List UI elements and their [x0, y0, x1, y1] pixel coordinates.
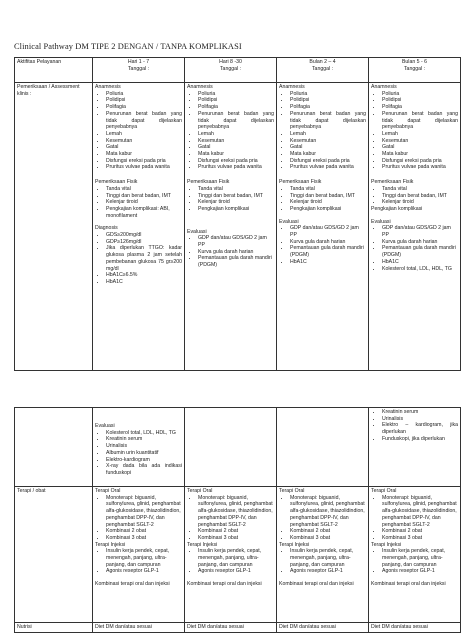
oral-label: Terapi Oral	[279, 488, 305, 494]
pathway-table-page2	[14, 407, 461, 633]
list-item: • Penurunan berat badan yang tidak dapat dijelaskan penyebabnya	[382, 111, 458, 131]
col4-eval-cont-list	[371, 409, 458, 443]
col4-anamnesis-label: Anamnesis	[371, 84, 397, 90]
col3-fisik-list	[279, 186, 366, 213]
list-item: • Mata kabur	[290, 151, 366, 158]
list-item: • Polifagia	[290, 104, 366, 111]
col4-eval-label: Evaluasi	[371, 218, 391, 225]
list-item: • Pruritus vulvae pada wanita	[106, 164, 182, 171]
col2-eval-list	[187, 235, 274, 269]
oral-list	[371, 495, 458, 542]
list-item: • Agonis reseptor GLP-1	[198, 568, 274, 575]
oral-list	[187, 495, 274, 542]
list-item: • Kurva gula darah harian	[198, 249, 274, 256]
list-item: • Gatal	[290, 144, 366, 151]
col4-eval-list	[371, 225, 458, 272]
list-item: • GDP dan/atau GDS/GD 2 jam PP	[382, 225, 458, 238]
list-item: • Kolesterol total, LDL, HDL, TG	[382, 266, 458, 273]
nutrition-row	[15, 623, 461, 633]
nutrition-label: Nutrisi	[15, 623, 93, 633]
col4-eval-cont-cell	[369, 408, 461, 487]
list-item: • Urinalisis	[106, 443, 182, 450]
list-item: • Monoterapi: biguanid, sulfonylurea, glinid, penghambat alfa-glukosidase, thiazolidindion, penghambat DPP-IV, dan penghambat SGLT-2	[198, 495, 274, 529]
header-row	[15, 58, 461, 83]
list-item: • Jika diperlukan TTGO: kadar glukosa plasma 2 jam setelah pembebanan glukosa 75 gr≥200 mg/dl	[106, 245, 182, 272]
list-item: • Tinggi dan berat badan, IMT	[290, 193, 366, 200]
eval-cont-label	[15, 408, 93, 487]
list-item: • Kombinasi 2 obat	[382, 528, 458, 535]
list-item: • Polidipsi	[106, 97, 182, 104]
pathway-table-page1	[14, 57, 461, 371]
combo-label: Kombinasi terapi oral dan injeksi	[187, 581, 262, 588]
list-item: • HbA1C	[382, 259, 458, 266]
list-item: • Poliuria	[198, 91, 274, 98]
oral-label: Terapi Oral	[371, 488, 397, 494]
list-item: • GDP dan/atau GDS/GD 2 jam PP	[198, 235, 274, 248]
col2-fisik-label: Pemeriksaan Fisik	[187, 179, 230, 186]
list-item: • Polidipsi	[382, 97, 458, 104]
evaluation-continued-row	[15, 408, 461, 487]
therapy-row	[15, 487, 461, 623]
combo-label: Kombinasi terapi oral dan injeksi	[371, 581, 446, 588]
list-item: • Mata kabur	[106, 151, 182, 158]
list-item: • Kreatinin serum	[382, 409, 458, 416]
list-item: • Elektro-kardiogram	[106, 457, 182, 464]
header-day-2: Hari 8 -30 Tanggal :	[185, 58, 277, 83]
col1-eval-list	[95, 430, 182, 477]
list-item: • Kesemutan	[198, 138, 274, 145]
col4-anamnesis-list	[371, 91, 458, 171]
list-item: • Gatal	[382, 144, 458, 151]
list-item: • Elektro – kardiogram, jika diperlukan	[382, 422, 458, 435]
therapy-label: Terapi / obat	[15, 487, 93, 623]
col2-eval-label: Evaluasi	[187, 228, 207, 235]
list-item: • Pemantauan gula darah mandiri (PDGM)	[198, 255, 274, 268]
list-item: • Kelenjar tiroid	[382, 199, 458, 206]
list-item: • Kombinasi 3 obat	[198, 535, 274, 542]
list-item: • Lemah	[198, 131, 274, 138]
therapy-col2-cell	[185, 487, 277, 623]
list-item: • Kreatinin serum	[106, 436, 182, 443]
list-item: • Kesemutan	[382, 138, 458, 145]
nutrition-col2: Diet DM dan/atau sesuai	[185, 623, 277, 633]
list-item: • Tanda vital	[198, 186, 274, 193]
list-item: • Monoterapi: biguanid, sulfonylurea, glinid, penghambat alfa-glukosidase, thiazolidindion, penghambat DPP-IV, dan penghambat SGLT-2	[106, 495, 182, 529]
list-item: • GDS≥200mg/dl	[106, 232, 182, 239]
list-item: • HbA1C	[106, 279, 182, 286]
list-item: • Lemah	[106, 131, 182, 138]
oral-list	[279, 495, 366, 542]
therapy-col1-cell	[93, 487, 185, 623]
nutrition-col4: Diet DM dan/atau sesuai	[369, 623, 461, 633]
injection-list	[95, 548, 182, 575]
list-item: • X-ray dada bila ada indikasi funduskopi	[106, 463, 182, 476]
list-item: • Insulin kerja pendek, cepat, menengah, panjang, ultra-panjang, dan campuran	[290, 548, 366, 568]
list-item: • Kesemutan	[106, 138, 182, 145]
assessment-label: Pemeriksaan / Assessment klinis :	[15, 83, 93, 371]
col2-anamnesis-label: Anamnesis	[187, 84, 213, 90]
list-item: • Agonis reseptor GLP-1	[290, 568, 366, 575]
oral-label: Terapi Oral	[187, 488, 213, 494]
col3-anamnesis-list	[279, 91, 366, 171]
list-item: • Pruritus vulvae pada wanita	[382, 164, 458, 171]
list-item: • Disfungsi ereksi pada pria	[382, 158, 458, 165]
list-item: • Pengkajian komplikasi	[290, 206, 366, 213]
list-item: • Poliuria	[382, 91, 458, 98]
col4-fisik-list	[371, 186, 458, 206]
list-item: • Kolesterol total, LDL, HDL, TG	[106, 430, 182, 437]
list-item: • Pemantauan gula darah mandiri (PDGM)	[382, 245, 458, 258]
col2-anamnesis-list	[187, 91, 274, 171]
list-item: • Funduskopi, jika diperlukan	[382, 436, 458, 443]
list-item: • Tinggi dan berat badan, IMT	[106, 193, 182, 200]
injection-label: Terapi Injeksi	[279, 541, 310, 548]
list-item: • Poliuria	[106, 91, 182, 98]
nutrition-col1: Diet DM dan/atau sesuai	[93, 623, 185, 633]
col1-fisik-list	[95, 186, 182, 220]
header-day-3: Bulan 2 – 4 Tanggal :	[277, 58, 369, 83]
col3-fisik-label: Pemeriksaan Fisik	[279, 179, 322, 186]
list-item: • Kombinasi 3 obat	[382, 535, 458, 542]
col1-cell	[93, 83, 185, 371]
list-item: • Polifagia	[198, 104, 274, 111]
list-item: • Pengkajian komplikasi	[198, 206, 274, 213]
list-item: • Pengkajian komplikasi: ABI, monofilament	[106, 206, 182, 219]
list-item: • Agonis reseptor GLP-1	[382, 568, 458, 575]
therapy-col3-cell	[277, 487, 369, 623]
col3-cell	[277, 83, 369, 371]
list-item: • Tanda vital	[106, 186, 182, 193]
col4-cell	[369, 83, 461, 371]
list-item: • Kelenjar tiroid	[290, 199, 366, 206]
list-item: • Penurunan berat badan yang tidak dapat dijelaskan penyebabnya	[198, 111, 274, 131]
col1-fisik-label: Pemeriksaan Fisik	[95, 179, 138, 186]
col3-eval-label: Evaluasi	[279, 218, 299, 225]
list-item: • Lemah	[290, 131, 366, 138]
list-item: • Gatal	[198, 144, 274, 151]
list-item: • Pruritus vulvae pada wanita	[198, 164, 274, 171]
list-item: • Insulin kerja pendek, cepat, menengah, panjang, ultra-panjang, dan campuran	[106, 548, 182, 568]
assessment-row	[15, 83, 461, 371]
list-item: • Kelenjar tiroid	[198, 199, 274, 206]
col4-fisik-extra: Pengkajian komplikasi	[371, 205, 423, 212]
list-item: • Mata kabur	[382, 151, 458, 158]
col1-eval-cell	[93, 408, 185, 487]
oral-list	[95, 495, 182, 542]
list-item: • Kombinasi 3 obat	[106, 535, 182, 542]
list-item: • HbA1C≥6.5%	[106, 272, 182, 279]
combo-label: Kombinasi terapi oral dan injeksi	[95, 581, 170, 588]
list-item: • Insulin kerja pendek, cepat, menengah, panjang, ultra-panjang, dan campuran	[198, 548, 274, 568]
list-item: • Tanda vital	[290, 186, 366, 193]
list-item: • Kelenjar tiroid	[106, 199, 182, 206]
list-item: • Polifagia	[382, 104, 458, 111]
list-item: • Kurva gula darah harian	[382, 239, 458, 246]
list-item: • Albumin urin kuantitatif	[106, 450, 182, 457]
oral-label: Terapi Oral	[95, 488, 121, 494]
col3-eval-list	[279, 225, 366, 265]
list-item: • GDP dan/atau GDS/GD 2 jam PP	[290, 225, 366, 238]
col2-cell	[185, 83, 277, 371]
list-item: • GDP≥126mg/dl	[106, 239, 182, 246]
list-item: • Mata kabur	[198, 151, 274, 158]
combo-label: Kombinasi terapi oral dan injeksi	[279, 581, 354, 588]
list-item: • Monoterapi: biguanid, sulfonylurea, glinid, penghambat alfa-glukosidase, thiazolidindion, penghambat DPP-IV, dan penghambat SGLT-2	[290, 495, 366, 529]
list-item: • Kombinasi 2 obat	[290, 528, 366, 535]
injection-list	[279, 548, 366, 575]
injection-list	[371, 548, 458, 575]
list-item: • Tanda vital	[382, 186, 458, 193]
list-item: • Disfungsi ereksi pada pria	[290, 158, 366, 165]
list-item: • Pruritus vulvae pada wanita	[290, 164, 366, 171]
therapy-col4-cell	[369, 487, 461, 623]
col1-anamnesis-list	[95, 91, 182, 171]
list-item: • Disfungsi ereksi pada pria	[198, 158, 274, 165]
col2-fisik-list	[187, 186, 274, 213]
nutrition-col3: Diet DM dan/atau sesuai	[277, 623, 369, 633]
list-item: • Penurunan berat badan yang tidak dapat dijelaskan penyebabnya	[290, 111, 366, 131]
list-item: • Polifagia	[106, 104, 182, 111]
list-item: • Urinalisis	[382, 416, 458, 423]
injection-label: Terapi Injeksi	[187, 541, 218, 548]
list-item: • Pemantauan gula darah mandiri (PDGM)	[290, 245, 366, 258]
list-item: • Monoterapi: biguanid, sulfonylurea, glinid, penghambat alfa-glukosidase, thiazolidindion, penghambat DPP-IV, dan penghambat SGLT-2	[382, 495, 458, 529]
list-item: • Insulin kerja pendek, cepat, menengah, panjang, ultra-panjang, dan campuran	[382, 548, 458, 568]
list-item: • Kombinasi 2 obat	[198, 528, 274, 535]
header-activity: Aktifitas Pelayanan	[15, 58, 93, 83]
list-item: • Kesemutan	[290, 138, 366, 145]
list-item: • Polidipsi	[290, 97, 366, 104]
header-day-1: Hari 1 - 7 Tanggal :	[93, 58, 185, 83]
document-title: Clinical Pathway DM TIPE 2 DENGAN / TANPA KOMPLIKASI	[14, 42, 242, 51]
list-item: • Gatal	[106, 144, 182, 151]
list-item: • Lemah	[382, 131, 458, 138]
list-item: • Penurunan berat badan yang tidak dapat dijelaskan penyebabnya	[106, 111, 182, 131]
list-item: • Poliuria	[290, 91, 366, 98]
list-item: • HbA1C	[290, 259, 366, 266]
injection-label: Terapi Injeksi	[371, 541, 402, 548]
list-item: • Kurva gula darah harian	[290, 239, 366, 246]
col3-anamnesis-label: Anamnesis	[279, 84, 305, 90]
col4-fisik-label: Pemeriksaan Fisik	[371, 179, 414, 186]
list-item: • Kombinasi 2 obat	[106, 528, 182, 535]
col2-eval-cont-cell	[185, 408, 277, 487]
list-item: • Disfungsi ereksi pada pria	[106, 158, 182, 165]
list-item: • Kombinasi 3 obat	[290, 535, 366, 542]
list-item: • Polidipsi	[198, 97, 274, 104]
injection-list	[187, 548, 274, 575]
list-item: • Tinggi dan berat badan, IMT	[198, 193, 274, 200]
col1-eval-label: Evaluasi	[95, 423, 115, 429]
col1-anamnesis-label: Anamnesis	[95, 84, 121, 90]
injection-label: Terapi Injeksi	[95, 541, 126, 548]
list-item: • Tinggi dan berat badan, IMT	[382, 193, 458, 200]
header-day-4: Bulan 5 - 6 Tanggal :	[369, 58, 461, 83]
col1-diagnosis-label: Diagnosis	[95, 225, 118, 232]
col1-diagnosis-list	[95, 232, 182, 286]
col3-eval-cont-cell	[277, 408, 369, 487]
list-item: • Agonis reseptor GLP-1	[106, 568, 182, 575]
